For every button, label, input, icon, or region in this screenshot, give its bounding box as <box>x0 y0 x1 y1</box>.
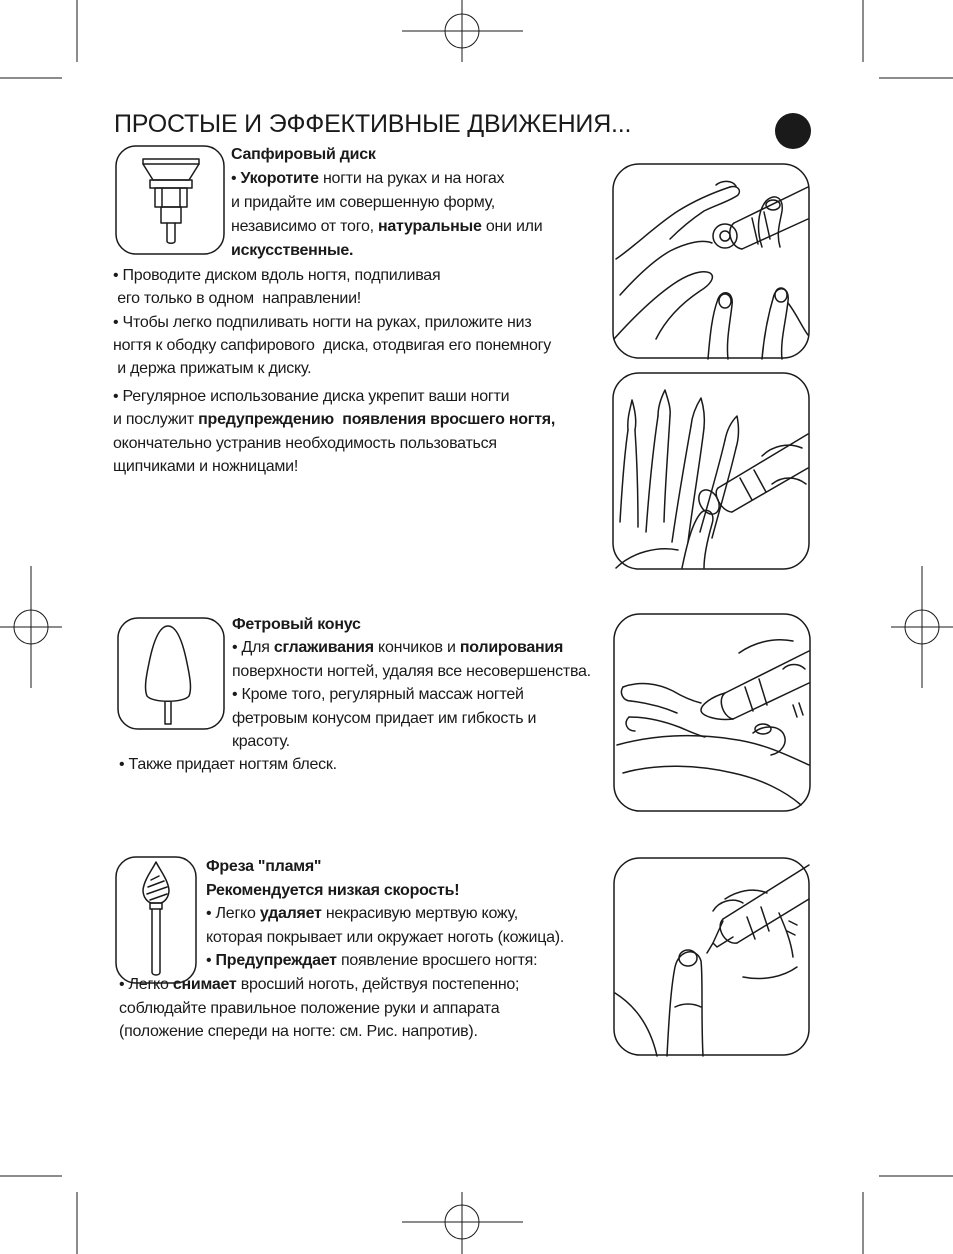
text-line <box>231 191 542 215</box>
bold-text: искусственные. <box>231 242 354 259</box>
right-hand-outline <box>708 197 808 359</box>
bold-text: предупреждению появления вросшего ногтя, <box>198 411 556 429</box>
text-segment: фетровым конусом придает им гибкость и <box>232 709 537 727</box>
bold-text: снимает <box>172 976 237 993</box>
text-segment: они или <box>481 218 543 235</box>
text-segment: • Для <box>232 639 274 657</box>
text-line <box>206 926 564 950</box>
bold-text: удаляет <box>259 905 322 922</box>
text-segment: • Легко <box>206 905 260 922</box>
text-segment: его только в одном направлении! <box>113 290 361 308</box>
bold-text: полирования <box>459 639 564 657</box>
bold-text: Сапфировый диск <box>231 146 376 163</box>
text-segment: красоту. <box>232 733 290 751</box>
text-segment: кончиков и <box>373 639 460 657</box>
text-segment: • Также придает ногтям блеск. <box>119 756 337 773</box>
text-segment: поверхности ногтей, удаляя все несовершенства. <box>232 662 591 680</box>
left-hand-outline <box>614 181 739 339</box>
text-segment: ногтя к ободку сапфирового диска, отодвигая его понемногу <box>113 336 551 354</box>
text-segment: и придайте им совершенную форму, <box>231 194 495 211</box>
text-line <box>113 264 551 287</box>
text-segment: • Чтобы легко подпиливать ногти на руках, приложите низ <box>113 313 532 331</box>
text-line <box>206 855 564 879</box>
bold-text: сглаживания <box>273 639 374 657</box>
text-segment: появление вросшего ногтя: <box>336 952 538 969</box>
text-line <box>113 432 555 455</box>
text-segment: ногти на руках и на ногах <box>318 170 505 187</box>
text-line <box>119 753 337 776</box>
text-segment: окончательно устранив необходимость пользоваться <box>113 434 497 452</box>
thumb-outline <box>682 510 713 568</box>
flame-bit <box>143 862 169 975</box>
felt-cone-bit <box>146 626 191 724</box>
text-segment: • Регулярное использование диска укрепит ваши ногти <box>113 388 510 405</box>
text-segment: и держа прижатым к диску. <box>113 360 312 378</box>
sapphire-disc-benefits <box>113 385 555 478</box>
bold-text: Укоротите <box>240 170 319 187</box>
text-line <box>232 730 591 753</box>
text-line <box>231 143 542 167</box>
text-segment: (положение спереди на ногте: см. Рис. напротив). <box>119 1023 478 1040</box>
illustration-flame-bit-cuticle <box>613 857 810 1056</box>
hand-outline <box>616 390 738 568</box>
bold-text: Фетровый конус <box>232 616 361 633</box>
text-segment: и послужит <box>113 411 199 429</box>
illustration-felt-cone-polishing <box>613 613 811 812</box>
illustration-sapphire-disc-filing <box>612 163 810 359</box>
text-segment: вросший ноготь, действуя постепенно; <box>236 976 520 993</box>
sapphire-disc-tips <box>113 264 551 380</box>
text-line <box>206 949 564 973</box>
text-line <box>206 902 564 926</box>
sapphire-disc-icon <box>115 145 225 255</box>
text-segment: щипчиками и ножницами! <box>113 457 299 475</box>
text-line <box>231 239 542 263</box>
right-hand-outline <box>713 890 797 978</box>
illustration-sapphire-disc-nail-edge <box>612 372 810 570</box>
right-hand-outline <box>739 640 793 755</box>
text-line <box>113 334 551 357</box>
text-segment: • Кроме того, регулярный массаж ногтей <box>232 686 524 704</box>
text-line <box>113 357 551 380</box>
manicure-device <box>707 865 809 957</box>
sapphire-disc-description <box>231 143 542 263</box>
flame-bit-icon <box>115 856 197 984</box>
sapphire-disc-bit <box>143 159 199 243</box>
text-segment: независимо от того, <box>231 218 378 235</box>
text-segment: соблюдайте правильное положение руки и аппарата <box>119 999 500 1017</box>
left-hand-outline <box>617 684 809 805</box>
flame-bit-description <box>206 855 564 973</box>
text-segment: которая покрывает или окружает ноготь (кожица). <box>206 928 565 946</box>
text-segment: • <box>231 170 241 187</box>
text-line <box>119 997 519 1021</box>
felt-cone-shine-note <box>119 753 337 776</box>
text-line <box>206 879 564 903</box>
felt-cone-description <box>232 613 591 753</box>
manicure-device <box>695 434 808 518</box>
bold-text: Фреза "пламя" <box>206 858 322 875</box>
manicure-device <box>701 651 809 719</box>
text-line <box>113 311 551 334</box>
felt-cone-icon <box>117 617 225 730</box>
text-line <box>232 707 591 730</box>
text-segment: • Проводите диском вдоль ногтя, подпиливая <box>113 267 441 284</box>
page-title: ПРОСТЫЕ И ЭФФЕКТИВНЫЕ ДВИЖЕНИЯ... <box>114 110 632 138</box>
text-line <box>113 408 555 431</box>
bold-text: натуральные <box>377 218 482 235</box>
text-segment: • <box>206 952 216 969</box>
text-line <box>232 636 591 659</box>
bold-text: Рекомендуется низкая скорость! <box>206 881 460 899</box>
text-line <box>232 613 591 636</box>
text-line <box>113 455 555 478</box>
bold-text: Предупреждает <box>215 952 337 969</box>
text-line <box>232 683 591 706</box>
text-line <box>232 660 591 683</box>
text-line <box>231 167 542 191</box>
text-line <box>119 1020 519 1044</box>
text-line <box>113 287 551 310</box>
text-segment: • Легко <box>119 976 173 993</box>
text-segment: некрасивую мертвую кожу, <box>321 905 518 922</box>
finger-outline <box>615 950 703 1056</box>
page-marker-dot <box>775 113 811 149</box>
text-line <box>113 385 555 408</box>
text-line <box>231 215 542 239</box>
